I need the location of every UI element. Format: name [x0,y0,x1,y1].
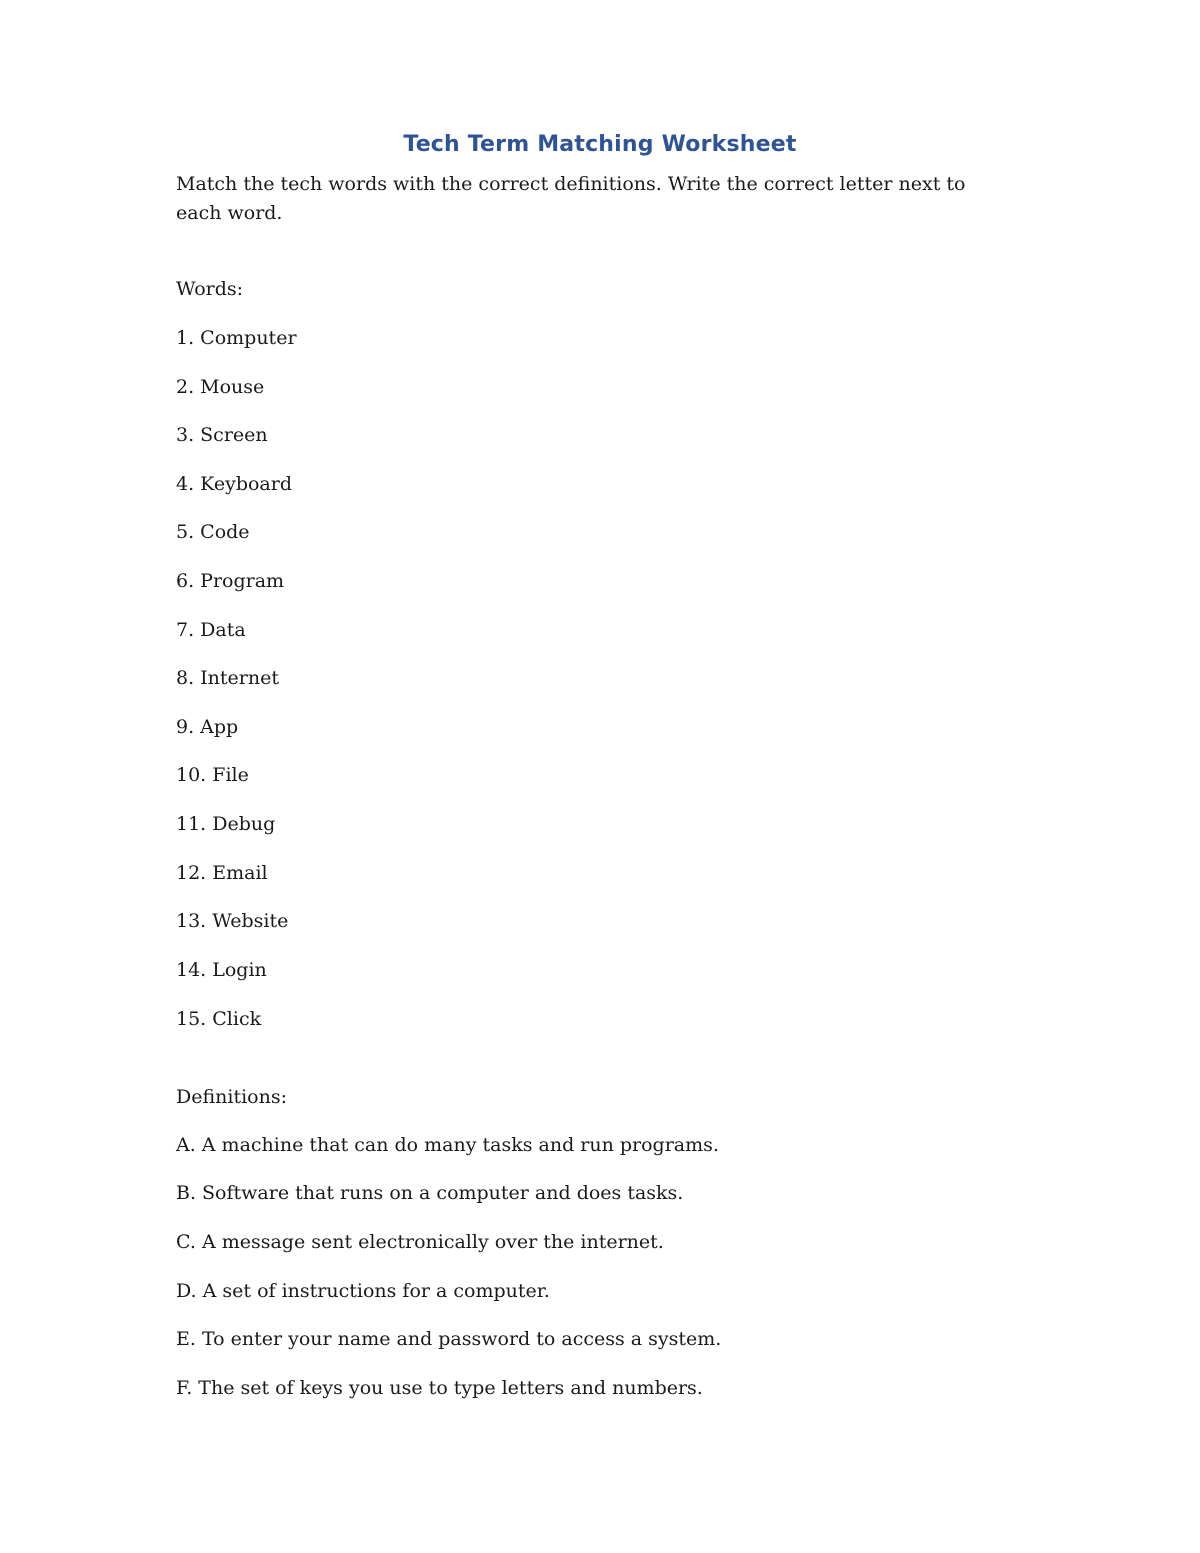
word-item: 9. App [176,716,239,738]
definition-item: B. Software that runs on a computer and does tasks. [176,1182,684,1204]
word-item: 15. Click [176,1008,262,1030]
word-item: 13. Website [176,910,289,932]
definition-item: F. The set of keys you use to type letters and numbers. [176,1377,703,1399]
word-item: 1. Computer [176,327,297,349]
word-item: 7. Data [176,619,246,641]
word-item: 8. Internet [176,667,279,689]
definition-item: D. A set of instructions for a computer. [176,1280,550,1302]
word-item: 10. File [176,764,249,786]
word-item: 4. Keyboard [176,473,293,495]
definition-item: E. To enter your name and password to access a system. [176,1328,722,1350]
word-item: 2. Mouse [176,376,265,398]
word-item: 12. Email [176,862,268,884]
definition-item: A. A machine that can do many tasks and run programs. [176,1134,719,1156]
words-heading: Words: [176,278,244,300]
word-item: 11. Debug [176,813,276,835]
definitions-heading: Definitions: [176,1086,288,1108]
word-item: 6. Program [176,570,285,592]
word-item: 5. Code [176,521,250,543]
instructions-text: Match the tech words with the correct definitions. Write the correct letter next to each word. [176,173,966,224]
word-item: 3. Screen [176,424,268,446]
definition-item: C. A message sent electronically over the internet. [176,1231,664,1253]
page-title: Tech Term Matching Worksheet [403,132,797,157]
word-item: 14. Login [176,959,267,981]
